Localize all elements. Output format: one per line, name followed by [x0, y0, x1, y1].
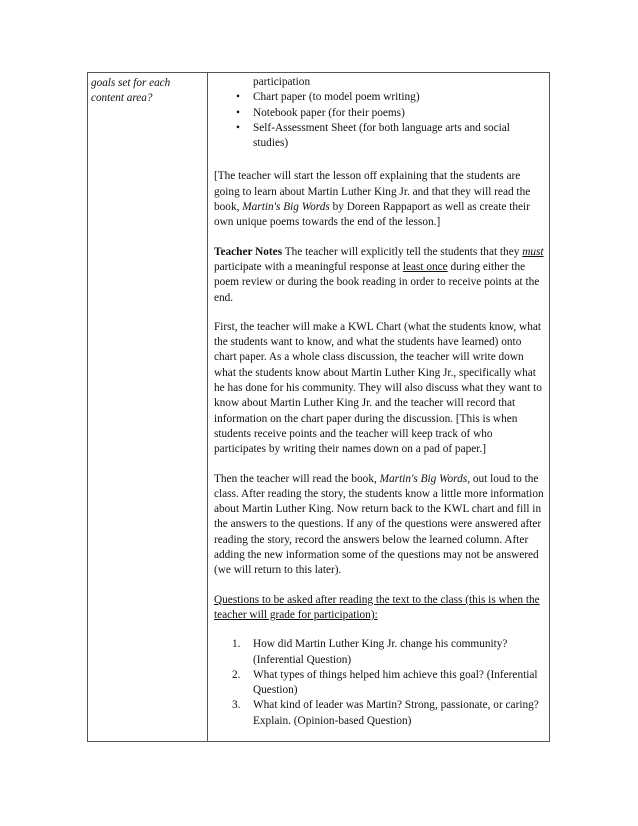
questions-heading: Questions to be asked after reading the text to the class (this is when the teacher will grade for participation): [214, 593, 540, 621]
emphasis-least-once: least once [402, 260, 448, 273]
reading-text: Then the teacher will read the book, [214, 472, 380, 485]
book-title: Martin's Big Words [242, 201, 330, 214]
question-number: 3. [232, 699, 241, 712]
kwl-paragraph: First, the teacher will make a KWL Chart (what the students know, what the students want to know, and what the students have learned) onto chart paper. As a whole class discussion, the teacher will write down what the students know about Martin Luther King Jr., specifically what he has done for his community. They will also discuss what they want to know about Martin Luther King Jr. and the teacher will record that information on the chart paper during the discussion. [This is when students receive points and the teacher will keep track of who participates by writing their names down on a pad of paper.] [214, 320, 542, 456]
row-label-cell [91, 76, 203, 106]
question-text: What types of things helped him achieve this goal? (Inferential Question) [253, 668, 538, 697]
lesson-content-cell [214, 75, 544, 729]
column-divider [207, 73, 208, 741]
materials-item: • Chart paper (to model poem writing) [253, 90, 544, 105]
teacher-notes-text: during either the poem review or during the book reading in order to receive points at the end. [214, 260, 540, 304]
question-text: What kind of leader was Martin? Strong, passionate, or caring? Explain. (Opinion-based Question) [253, 699, 539, 727]
teacher-notes-text: participate with a meaningful response at [214, 260, 403, 273]
question-number: 2. [232, 668, 241, 681]
materials-item: • Self-Assessment Sheet (for both language arts and social studies) [253, 121, 544, 152]
question-text: How did Martin Luther King Jr. change his community? (Inferential Question) [253, 638, 508, 666]
teacher-notes-label: Teacher Notes [214, 245, 283, 258]
materials-list [214, 90, 544, 151]
question-item [232, 637, 544, 668]
lesson-plan-table [87, 72, 550, 742]
intro-text-end: by Doreen Rappaport as well as create their own unique poems towards the end of the lesson.] [214, 201, 530, 229]
question-item [232, 698, 544, 729]
intro-paragraph [214, 169, 544, 230]
question-item [232, 668, 544, 699]
teacher-notes-text: The teacher will explicitly tell the students that they [282, 245, 523, 258]
questions-list [214, 637, 544, 729]
reading-paragraph [214, 472, 544, 579]
materials-item: • Notebook paper (for their poems) [253, 106, 544, 121]
book-title: Martin's Big Words [379, 472, 468, 485]
row-label-text: goals set for each content area? [91, 77, 171, 104]
intro-text: [The teacher will start the lesson off explaining that the students are going to learn about Martin Luther King Jr. and that they will read the book, [214, 170, 531, 214]
materials-continuation: participation [253, 76, 311, 88]
reading-text-end: , out loud to the class. After reading the story, the students know a little more information about Martin Luther King. Now return back to the KWL chart and fill in the answers to the questions. If any of the questions were answered after reading the story, record the answers below the learned column. After adding the new information some of the questions may not be answered (we will return to this later). [214, 472, 544, 577]
teacher-notes-paragraph [214, 245, 544, 306]
question-number: 1. [232, 638, 241, 651]
emphasis-must: must [522, 245, 544, 258]
